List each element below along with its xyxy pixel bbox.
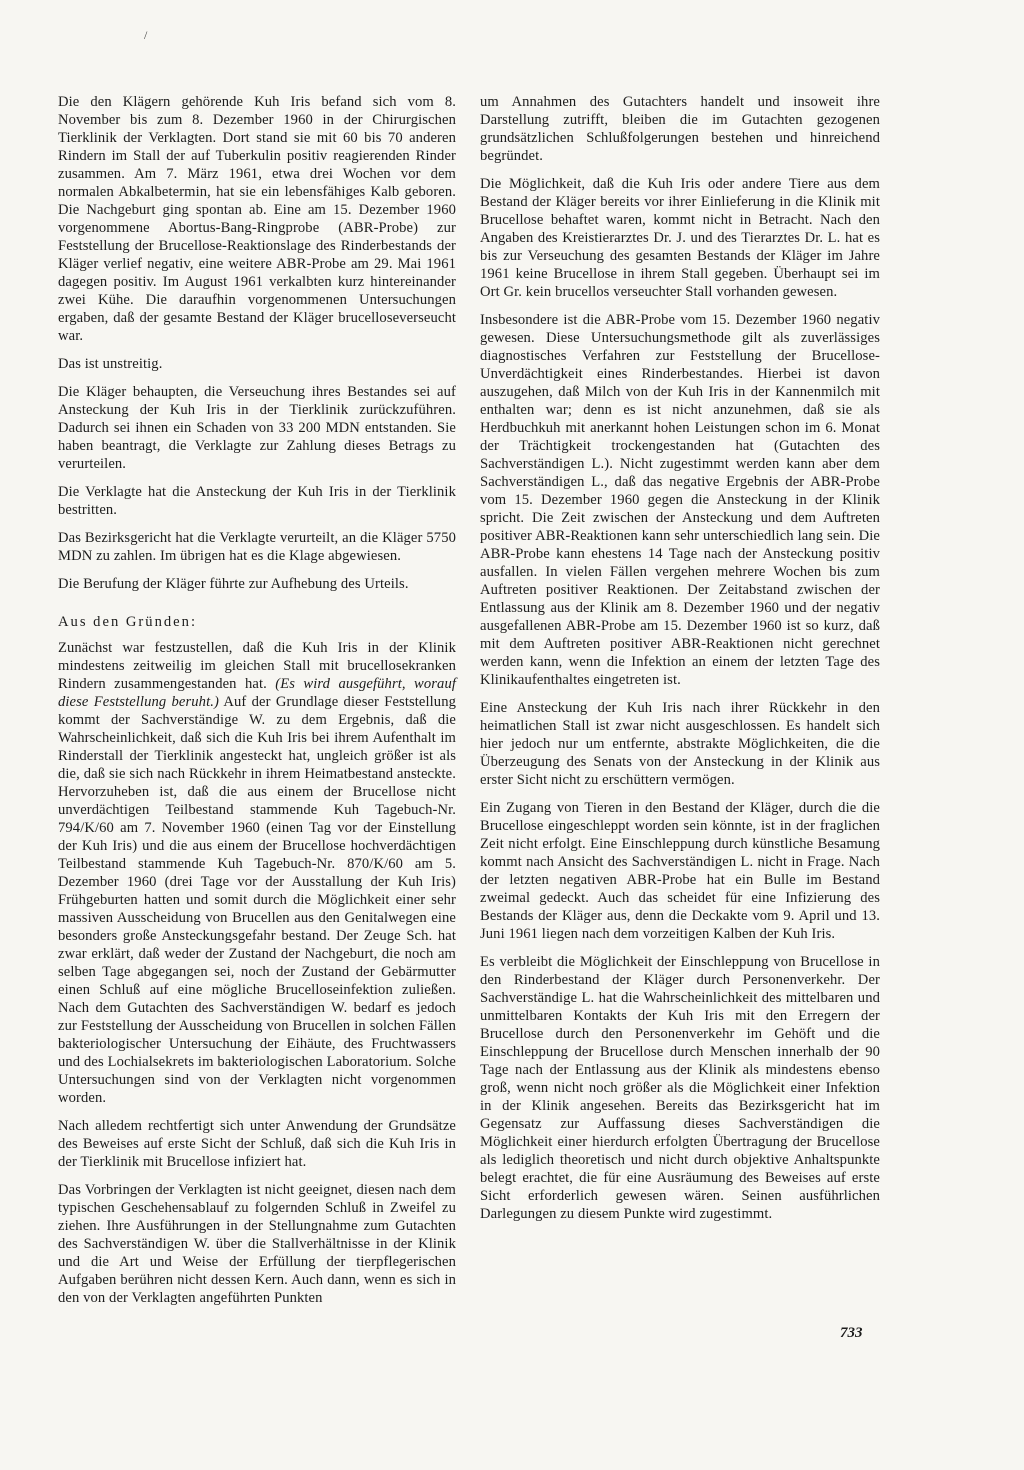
paragraph: Die Kläger behaupten, die Verseuchung ihres Bestandes sei auf Ansteckung der Kuh Iris in der Tierklinik zurückzuführen. Dadurch sei ihnen ein Schaden von 33 200 MDN entstanden. Sie haben beantragt, die Verklagte zur Zahlung dieses Betrags zu verurteilen. <box>58 384 456 472</box>
left-column <box>58 93 456 1317</box>
paragraph: Eine Ansteckung der Kuh Iris nach ihrer Rückkehr in den heimatlichen Stall ist zwar nicht ausgeschlossen. Es handelt sich hier jedoch nur um entfernte, abstrakte Möglichkeiten, die die Überzeugung des Senats von der Ansteckung in der Klinik aus erster Sicht nicht zu erschüttern vermögen. <box>480 700 880 788</box>
paragraph: Die den Klägern gehörende Kuh Iris befand sich vom 8. November bis zum 8. Dezember 1960 in der Chirurgischen Tierklinik der Verklagten. Dort stand sie mit 60 bis 70 anderen Rindern im Stall der auf Tuberkulin positiv reagierenden Rinder zusammen. Am 7. März 1961, etwa drei Wochen vor dem normalen Abkalbetermin, hat sie ein lebensfähiges Kalb geboren. Die Nachgeburt ging spontan ab. Eine am 15. Dezember 1960 vorgenommene Abortus-Bang-Ringprobe (ABR-Probe) zur Feststellung der Brucellose-Reaktionslage des Rinderbestands der Kläger verlief negativ, eine weitere ABR-Probe am 29. Mai 1961 dagegen positiv. Im August 1961 verkalbten kurz hintereinander zwei Kühe. Die daraufhin vorgenommenen Untersuchungen ergaben, daß der gesamte Bestand der Kläger brucelloseverseucht war. <box>58 94 456 344</box>
paragraph: Die Verklagte hat die Ansteckung der Kuh Iris in der Tierklinik bestritten. <box>58 484 456 518</box>
paragraph: Die Möglichkeit, daß die Kuh Iris oder andere Tiere aus dem Bestand der Kläger bereits vor ihrer Einlieferung in die Klinik mit Brucellose behaftet waren, kommt nicht in Betracht. Nach den Angaben des Kreistierarztes Dr. J. und des Tierarztes Dr. L. hat es bis zur Verseuchung des gesamten Bestands der Kläger im Jahre 1961 keine Brucellose in ihrem Stall gegeben. Überhaupt sei im Ort Gr. kein brucellos verseuchter Stall vorhanden gewesen. <box>480 176 880 300</box>
paragraph-text: Zunächst war festzustellen, daß die Kuh Iris in der Klinik mindestens zeitweilig im gleichen Stall mit brucellosekranken Rindern zusammengestanden hat. <box>58 640 456 692</box>
paragraph: Insbesondere ist die ABR-Probe vom 15. Dezember 1960 negativ gewesen. Diese Untersuchungsmethode gilt als zuverlässiges diagnostisches Verfahren zur Feststellung der Brucellose-Unverdächtigkeit eines Rinderbestandes. Hierbei ist davon auszugehen, daß Milch von der Kuh Iris in der Kannenmilch mit enthalten war; denn es ist nicht anzunehmen, daß sie als Herdbuchkuh mit anerkannt hohen Leistungen schon im 6. Monat der Trächtigkeit trockengestanden hat (Gutachten des Sachverständigen L.). Nicht zugestimmt werden kann aber dem Sachverständigen L., daß das negative Ergebnis der ABR-Probe vom 15. Dezember 1960 gegen die Ansteckung in der Klinik spricht. Die Zeit zwischen der Ansteckung und dem Auftreten positiver ABR-Reaktionen kann sehr unterschiedlich lang sein. Die ABR-Probe kann ehestens 14 Tage nach der Ansteckung positiv ausfallen. In vielen Fällen vergehen mehrere Wochen bis zum Auftreten positiver Reaktionen. Der Zeitabstand zwischen der Entlassung aus der Klinik am 8. Dezember 1960 und der negativ ausgefallenen ABR-Probe am 15. Dezember 1960 ist so kurz, daß mit dem Auftreten positiver ABR-Reaktionen nicht gerechnet werden kann, wenn die Infektion an einem der letzten Tage des Klinikaufenthaltes eingetreten ist. <box>480 312 880 688</box>
paragraph: um Annahmen des Gutachters handelt und insoweit ihre Darstellung zutrifft, bleiben die im Gutachten gezogenen grundsätzlichen Schlußfolgerungen bestehen und hinreichend begründet. <box>480 94 880 164</box>
paragraph: Das ist unstreitig. <box>58 356 163 372</box>
paragraph: Die Berufung der Kläger führte zur Aufhebung des Urteils. <box>58 576 409 592</box>
paragraph: Nach alledem rechtfertigt sich unter Anwendung der Grundsätze des Beweises auf erste Sicht der Schluß, daß sich die Kuh Iris in der Tierklinik mit Brucellose infiziert hat. <box>58 1118 456 1170</box>
page-number: 733 <box>840 1325 863 1341</box>
editorial-note: (Es wird ausgeführt, worauf diese Feststellung beruht.) <box>58 676 457 710</box>
scan-mark: / <box>144 28 148 42</box>
paragraph-text: Auf der Grundlage dieser Feststellung kommt der Sachverständige W. zu dem Ergebnis, daß die Wahrscheinlichkeit, daß sich die Kuh Iris bei ihrem Aufenthalt im Rinderstall der Tierklinik angesteckt hat, ungleich größer ist als die, daß sie sich nach Rückkehr in ihrem Heimatbestand ansteckte. Hervorzuheben ist, daß die aus einem der Brucellose nicht unverdächtigen Teilbestand stammende Kuh Tagebuch-Nr. 794/K/60 am 7. November 1960 (einen Tag vor der Einstellung der Kuh Iris) und die aus einem der Brucellose hochverdächtigen Teilbestand stammende Kuh Tagebuch-Nr. 870/K/60 am 5. Dezember 1960 (drei Tage vor der Ausstallung der Kuh Iris) Frühgeburten hatten und somit durch die Möglichkeit einer sehr massiven Ausscheidung von Brucellen aus den Genitalwegen eine besonders große Ansteckungsgefahr bestand. Der Zeuge Sch. hat zwar erklärt, daß weder der Zustand der Nachgeburt, die noch am selben Tage abgegangen sei, noch der Zustand der Gebärmutter einen Schluß auf eine mögliche Brucelloseinfektion zuließen. Nach dem Gutachten des Sachverständigen W. bedarf es jedoch zur Feststellung der Ausscheidung von Brucellen in solchen Fällen bakteriologischer Untersuchung der Eihäute, des Fruchtwassers und des Lochialsekrets im bakteriologischen Laboratorium. Solche Untersuchungen sind von der Verklagten nicht vorgenommen worden. <box>58 694 456 1106</box>
paragraph: Das Bezirksgericht hat die Verklagte verurteilt, an die Kläger 5750 MDN zu zahlen. Im übrigen hat es die Klage abgewiesen. <box>58 530 456 564</box>
paragraph: Ein Zugang von Tieren in den Bestand der Kläger, durch die die Brucellose eingeschleppt worden sein könnte, ist in der fraglichen Zeit nicht erfolgt. Eine Einschleppung durch künstliche Besamung kommt nach Ansicht des Sachverständigen L. nicht in Frage. Nach der letzten negativen ABR-Probe hat ein Bulle im Bestand zweimal gedeckt. Auch das scheidet für eine Infizierung des Bestands der Kläger aus, denn die Deckakte vom 9. April und 13. Juni 1961 liegen nach dem vorzeitigen Kalben der Kuh Iris. <box>480 800 880 942</box>
section-heading: Aus den Gründen: <box>58 614 198 630</box>
paragraph: Das Vorbringen der Verklagten ist nicht geeignet, diesen nach dem typischen Geschehensablauf zu folgernden Schluß in Zweifel zu ziehen. Ihre Ausführungen in der Stellungnahme zum Gutachten des Sachverständigen W. über die Stallverhältnisse in der Klinik und die Art und Weise der Erfüllung der tierpflegerischen Aufgaben berühren nicht dessen Kern. Auch dann, wenn es sich in den von der Verklagten angeführten Punkten <box>58 1182 456 1306</box>
right-column <box>480 93 880 1233</box>
paragraph: Es verbleibt die Möglichkeit der Einschleppung von Brucellose in den Rinderbestand der Kläger durch Personenverkehr. Der Sachverständige L. hat die Wahrscheinlichkeit des mittelbaren und unmittelbaren Kontakts der Kuh Iris mit den Erregern der Brucellose durch den Personenverkehr im Gehöft und die Einschleppung der Brucellose durch Menschen innerhalb der 90 Tage nach der Entlassung aus der Klinik als mindestens ebenso groß, wenn nicht noch größer als die Möglichkeit einer Infektion in der Klinik angesehen. Bereits das Bezirksgericht hat im Gegensatz zur Auffassung dieses Sachverständigen die Möglichkeit einer hierdurch erfolgten Übertragung der Brucellose als lediglich theoretisch und nicht durch objektive Anhaltspunkte belegt erachtet, die für eine Ausräumung des Beweises auf erste Sicht erforderlich gewesen wären. Seinen ausführlichen Darlegungen zu diesem Punkte wird zugestimmt. <box>480 954 880 1222</box>
paragraph <box>58 639 456 1107</box>
